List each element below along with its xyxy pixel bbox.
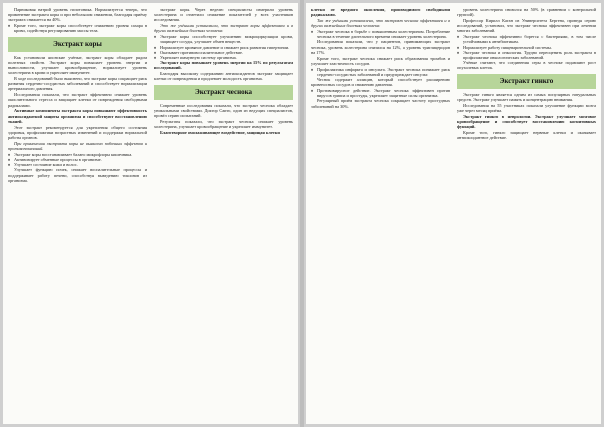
section-banner: Экстракт гинкго [457,74,596,89]
bullet-item: ♦ Оказывает противовоспалительное действие. [154,50,293,55]
bullet-item: ♦ Противовирусное действие. Экстракт чеснока эффективен против вирусов гриппа и простуды, укрепляет защитные силы организма. [311,88,450,98]
bullet-item: ♦ Нормализует кровяное давление и снижает риск развития гипертонии. [154,45,293,50]
bullet-item: ♦ Экстракт чеснока в борьбе с повышенным холестерином. Потребление чеснока в течение длительного времени снижает уровень холестерина. [311,29,450,39]
bullet-item: ♦ Профилактика инфаркта и инсульта. Экстракт чеснока понижает риск сердечно-сосудистых заболеваний и предупреждает инсульт. [311,67,450,77]
bullet-item: ♦ Активизирует обменные процессы в организме. [8,157,147,162]
paragraph: Благодаря высокому содержанию антиоксидантов экстракт защищает клетки от повреждения и продлевает молодость организма. [154,71,293,82]
bold-paragraph [457,114,596,130]
italic-text: При применении экстракта коры не выявлено побочных эффектов и противопоказаний. [8,140,147,152]
right-page-column-1 [311,7,450,420]
bold-text: Активные компоненты экстракта коры повышают эффективность антиоксидантной защиты организма и способствуют восстановлению тканей. [8,108,147,124]
paragraph: уровень холестерина снизился на 50% (в сравнении с контрольной группой). [457,7,596,18]
section-banner: Экстракт коры [8,37,147,52]
bullet-item: ♦ Экстракт чеснока эффективно борется с бактериями, в том числе устойчивыми к антибиотикам. [457,34,596,44]
italic-paragraph [154,23,293,33]
left-page [3,3,298,424]
italic-paragraph [8,141,147,151]
left-page-column-2 [154,7,293,420]
bold-paragraph [8,108,147,124]
bold-text: Экстракт коры повышает уровень энергии на 15% по результатам исследований. [154,60,293,71]
bullet-item: ♦ Экстракт коры способствует улучшению микроциркуляции крови, защищает сосуды, улучшает обмен веществ. [154,34,293,44]
paragraph: Кроме того, гинкго защищает нервные клетки и оказывает антиоксидантное действие. [457,129,596,141]
bullet-item: ♦ Экстракт коры восстанавливает баланс микрофлоры кишечника. [8,152,147,157]
bold-text: Экстракт гинкго в неврологии. Экстракт улучшает мозговое кровообращение и способствует восстановлению когнитивных функций. [457,113,596,130]
paragraph: В ходе исследований было выяснено, что экстракт коры сокращает риск развития сердечно-сосудистых заболеваний и способствует нормализации артериального давления. [8,76,147,92]
paragraph: Этот экстракт рекомендуется для укрепления общего состояния здоровья, профилактики возрастных изменений и поддержки нормальной работы органов. [8,124,147,141]
paragraph: Кроме того, экстракт чеснока снижает риск образования тромбов и улучшает эластичность сосудов. [311,55,450,66]
paragraph: Профессор Кирилл Каган из Университета Бергена, проведя серию исследований, установил, что экстракт чеснока эффективен при лечении многих заболеваний. [457,18,596,34]
left-page-column-1 [8,7,147,420]
paragraph: Исследования показали, что экстракт эффективно снижает уровень окислительного стресса и защищает клетки от повреждения свободными радикалами. [8,92,147,108]
italic-text: Это же учёными установили, что экстракт коры эффективен и в других важнейших болезнях человека: [154,23,293,34]
bullet-item: ♦ Экстракт чеснока и онкология. Трудно переоценить роль экстракта в профилактике онкологических заболеваний. [457,50,596,60]
paragraph: Учёные считают, что соединения серы в чесноке подавляют рост опухолевых клеток. [457,60,596,71]
right-page [306,3,601,424]
italic-text: Так же учёными установлено, что экстракт чеснока эффективен и в других важнейших болезнях человека: [311,18,450,29]
paragraph: Исследования на 55 участниках показали улучшение функции мозга уже через месяц приёма. [457,102,596,113]
bullet-item: ♦ Кроме того, экстракт коры способствует снижению уровня сахара в крови, содействуя регулированию массы тела. [8,23,147,33]
paragraph: Чеснок содержит аллицин, который способствует расширению кровеносных сосудов и снижению давления. [311,77,450,88]
paragraph: Современные исследования показали, что экстракт чеснока обладает уникальными свойствами. Доктор Саито, один из ведущих специалистов, провёл серию испытаний. [154,102,293,119]
paragraph: экстракт коры. Через неделю специалисты измерили уровень холестерина и отметили снижение показателей у всех участников исследования. [154,7,293,23]
paragraph: Исследования показали, что у пациентов, принимающих экстракт чеснока, уровень холестерина снизился на 12%, а уровень триглицеридов на 17%. [311,39,450,55]
right-page-column-2 [457,7,596,420]
bold-text: клетки от вредного окисления, производимого свободными радикалами. [311,7,450,18]
bold-text: Благотворное омолаживающее воздействие, защищая клетки [160,129,280,135]
bold-paragraph [154,60,293,70]
bullet-item: ♦ Нормализует работу пищеварительной системы. [457,45,596,50]
paragraph: Парниковая натрий уровень гипотоника. Нормализуется теперь, что применение экстракта коры и при небольшом снижении, благодаря приёму экстракта снижается на 40%. [8,7,147,23]
paragraph: Как установили японские учёные, экстракт коры обладает рядом полезных свойств. Экстракт коры повышает уровень энергии и выносливости, улучшает кровообращение, нормализует уровень холестерина в крови и укрепляет иммунитет. [8,54,147,76]
section-banner: Экстракт чеснока [154,85,293,100]
paragraph: Экстракт гинкго является одним из самых популярных натуральных средств. Экстракт улучшает память и концентрацию внимания. [457,91,596,102]
paragraph: Улучшает функцию почек, снижает воспалительные процессы и поддерживает работу печени, способствуя выведению токсинов из организма. [8,167,147,183]
paragraph: Регулярный приём экстракта чеснока сокращает частоту простудных заболеваний на 30%. [311,98,450,109]
bold-paragraph [154,130,293,135]
bold-paragraph [311,7,450,17]
bullet-item: ♦ Улучшает состояние кожи и волос. [8,162,147,167]
bullet-item: ♦ Укрепляет иммунную систему организма. [154,55,293,60]
page-gutter [300,0,304,427]
paragraph: Результаты показали, что экстракт чеснока снижает уровень холестерина, улучшает кровообращение и укрепляет иммунитет. [154,118,293,130]
italic-paragraph [311,18,450,28]
